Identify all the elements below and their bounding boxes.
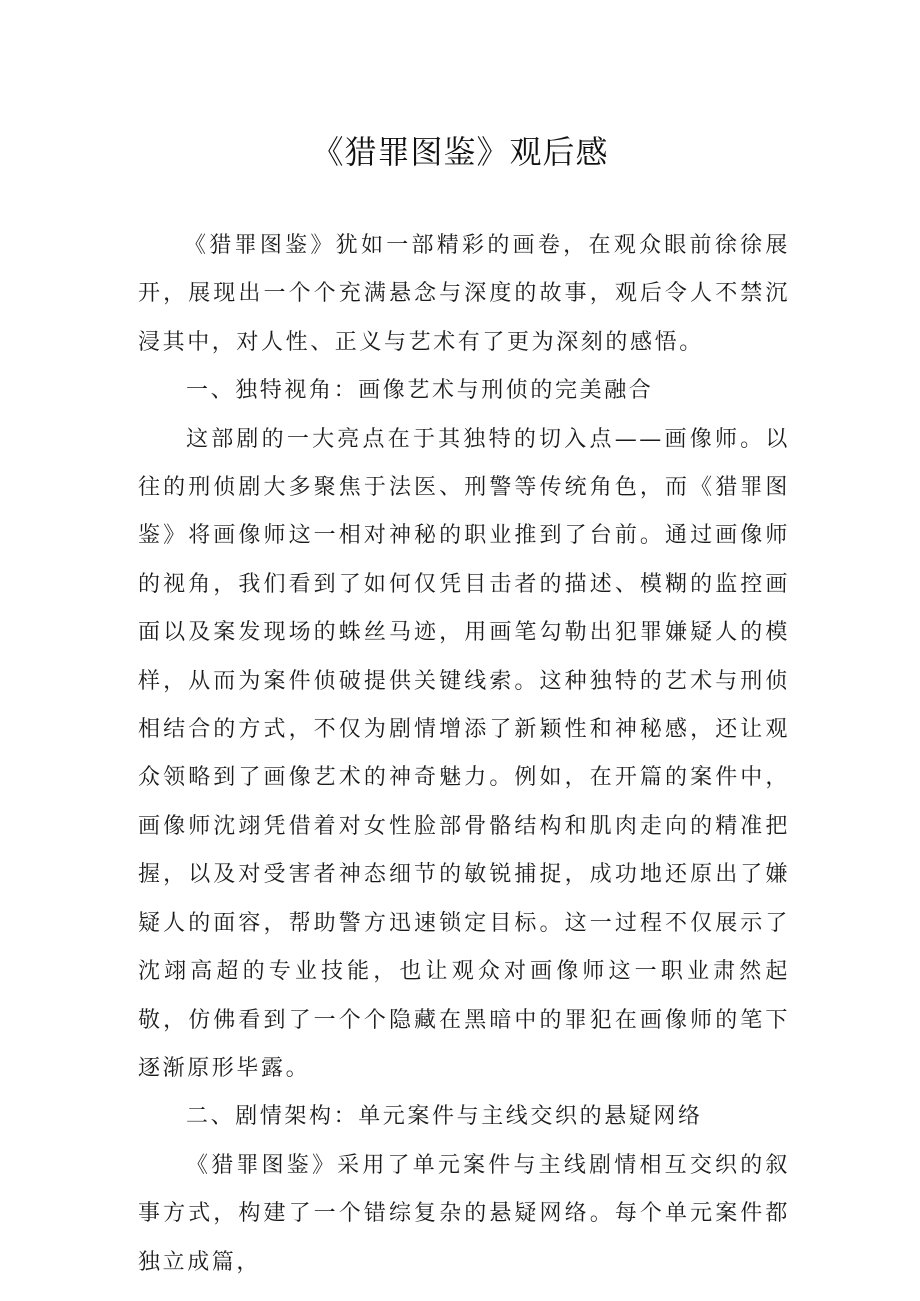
document-body [138,222,790,1287]
document-title: 《猎罪图鉴》观后感 [311,133,609,171]
section-1-heading: 一、独特视角：画像艺术与刑侦的完美融合 [186,378,654,404]
section-2-paragraph: 《猎罪图鉴》采用了单元案件与主线剧情相互交织的叙事方式，构建了一个错综复杂的悬疑网络。每个单元案件都独立成篇， [138,1152,790,1275]
section-1-paragraph: 这部剧的一大亮点在于其独特的切入点——画像师。以往的刑侦剧大多聚焦于法医、刑警等传统角色，而《猎罪图鉴》将画像师这一相对神秘的职业推到了台前。通过画像师的视角，我们看到了如何仅凭目击者的描述、模糊的监控画面以及案发现场的蛛丝马迹，用画笔勾勒出犯罪嫌疑人的模样，从而为案件侦破提供关键线索。这种独特的艺术与刑侦相结合的方式，不仅为剧情增添了新颖性和神秘感，还让观众领略到了画像艺术的神奇魅力。例如，在开篇的案件中，画像师沈翊凭借着对女性脸部骨骼结构和肌肉走向的精准把握，以及对受害者神态细节的敏锐捕捉，成功地还原出了嫌疑人的面容，帮助警方迅速锁定目标。这一过程不仅展示了沈翊高超的专业技能，也让观众对画像师这一职业肃然起敬，仿佛看到了一个个隐藏在黑暗中的罪犯在画像师的笔下逐渐原形毕露。 [138,426,790,1081]
intro-paragraph: 《猎罪图鉴》犹如一部精彩的画卷，在观众眼前徐徐展开，展现出一个个充满悬念与深度的故事，观后令人不禁沉浸其中，对人性、正义与艺术有了更为深刻的感悟。 [138,233,790,355]
section-2-heading: 二、剧情架构：单元案件与主线交织的悬疑网络 [186,1104,703,1130]
